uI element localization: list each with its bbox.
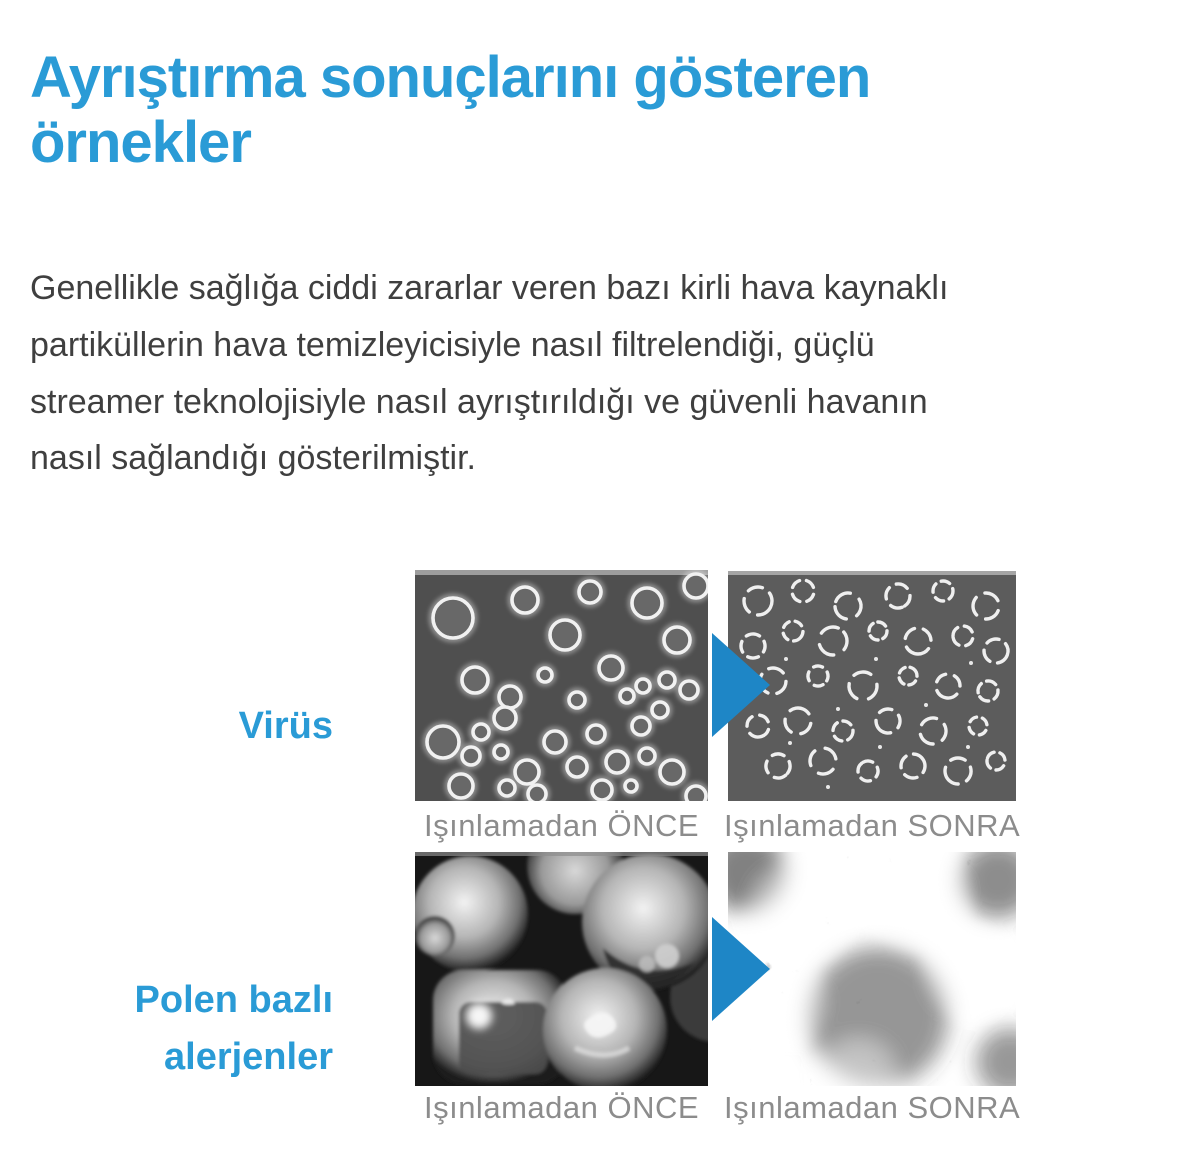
row-label-virus: Virüs — [238, 705, 333, 747]
row-label-pollen-allergens: Polen bazlı alerjenler — [134, 979, 333, 1078]
caption-pollen-after: Işınlamadan SONRA — [724, 1090, 1021, 1125]
virus-after-image — [728, 571, 1016, 801]
before-after-arrow-icon — [712, 633, 770, 737]
caption-virus-before: Işınlamadan ÖNCE — [423, 808, 700, 843]
caption-pollen-before: Işınlamadan ÖNCE — [423, 1090, 700, 1125]
page-title: Ayrıştırma sonuçlarını gösteren örnekler — [30, 44, 871, 176]
before-after-arrow-icon — [712, 917, 770, 1021]
pollen-after-image — [728, 852, 1016, 1086]
caption-virus-after: Işınlamadan SONRA — [724, 808, 1021, 843]
pollen-before-image — [415, 852, 708, 1086]
intro-paragraph: Genellikle sağlığa ciddi zararlar veren bazı kirli hava kaynaklı partiküllerin hava temizleyicisiyle nasıl filtrelendiği, güçlü streamer teknolojisiyle nasıl ayrıştırıldığı ve güvenli havanın nasıl sağlandığı gösterilmiştir. — [30, 269, 949, 478]
virus-before-image — [415, 570, 708, 801]
